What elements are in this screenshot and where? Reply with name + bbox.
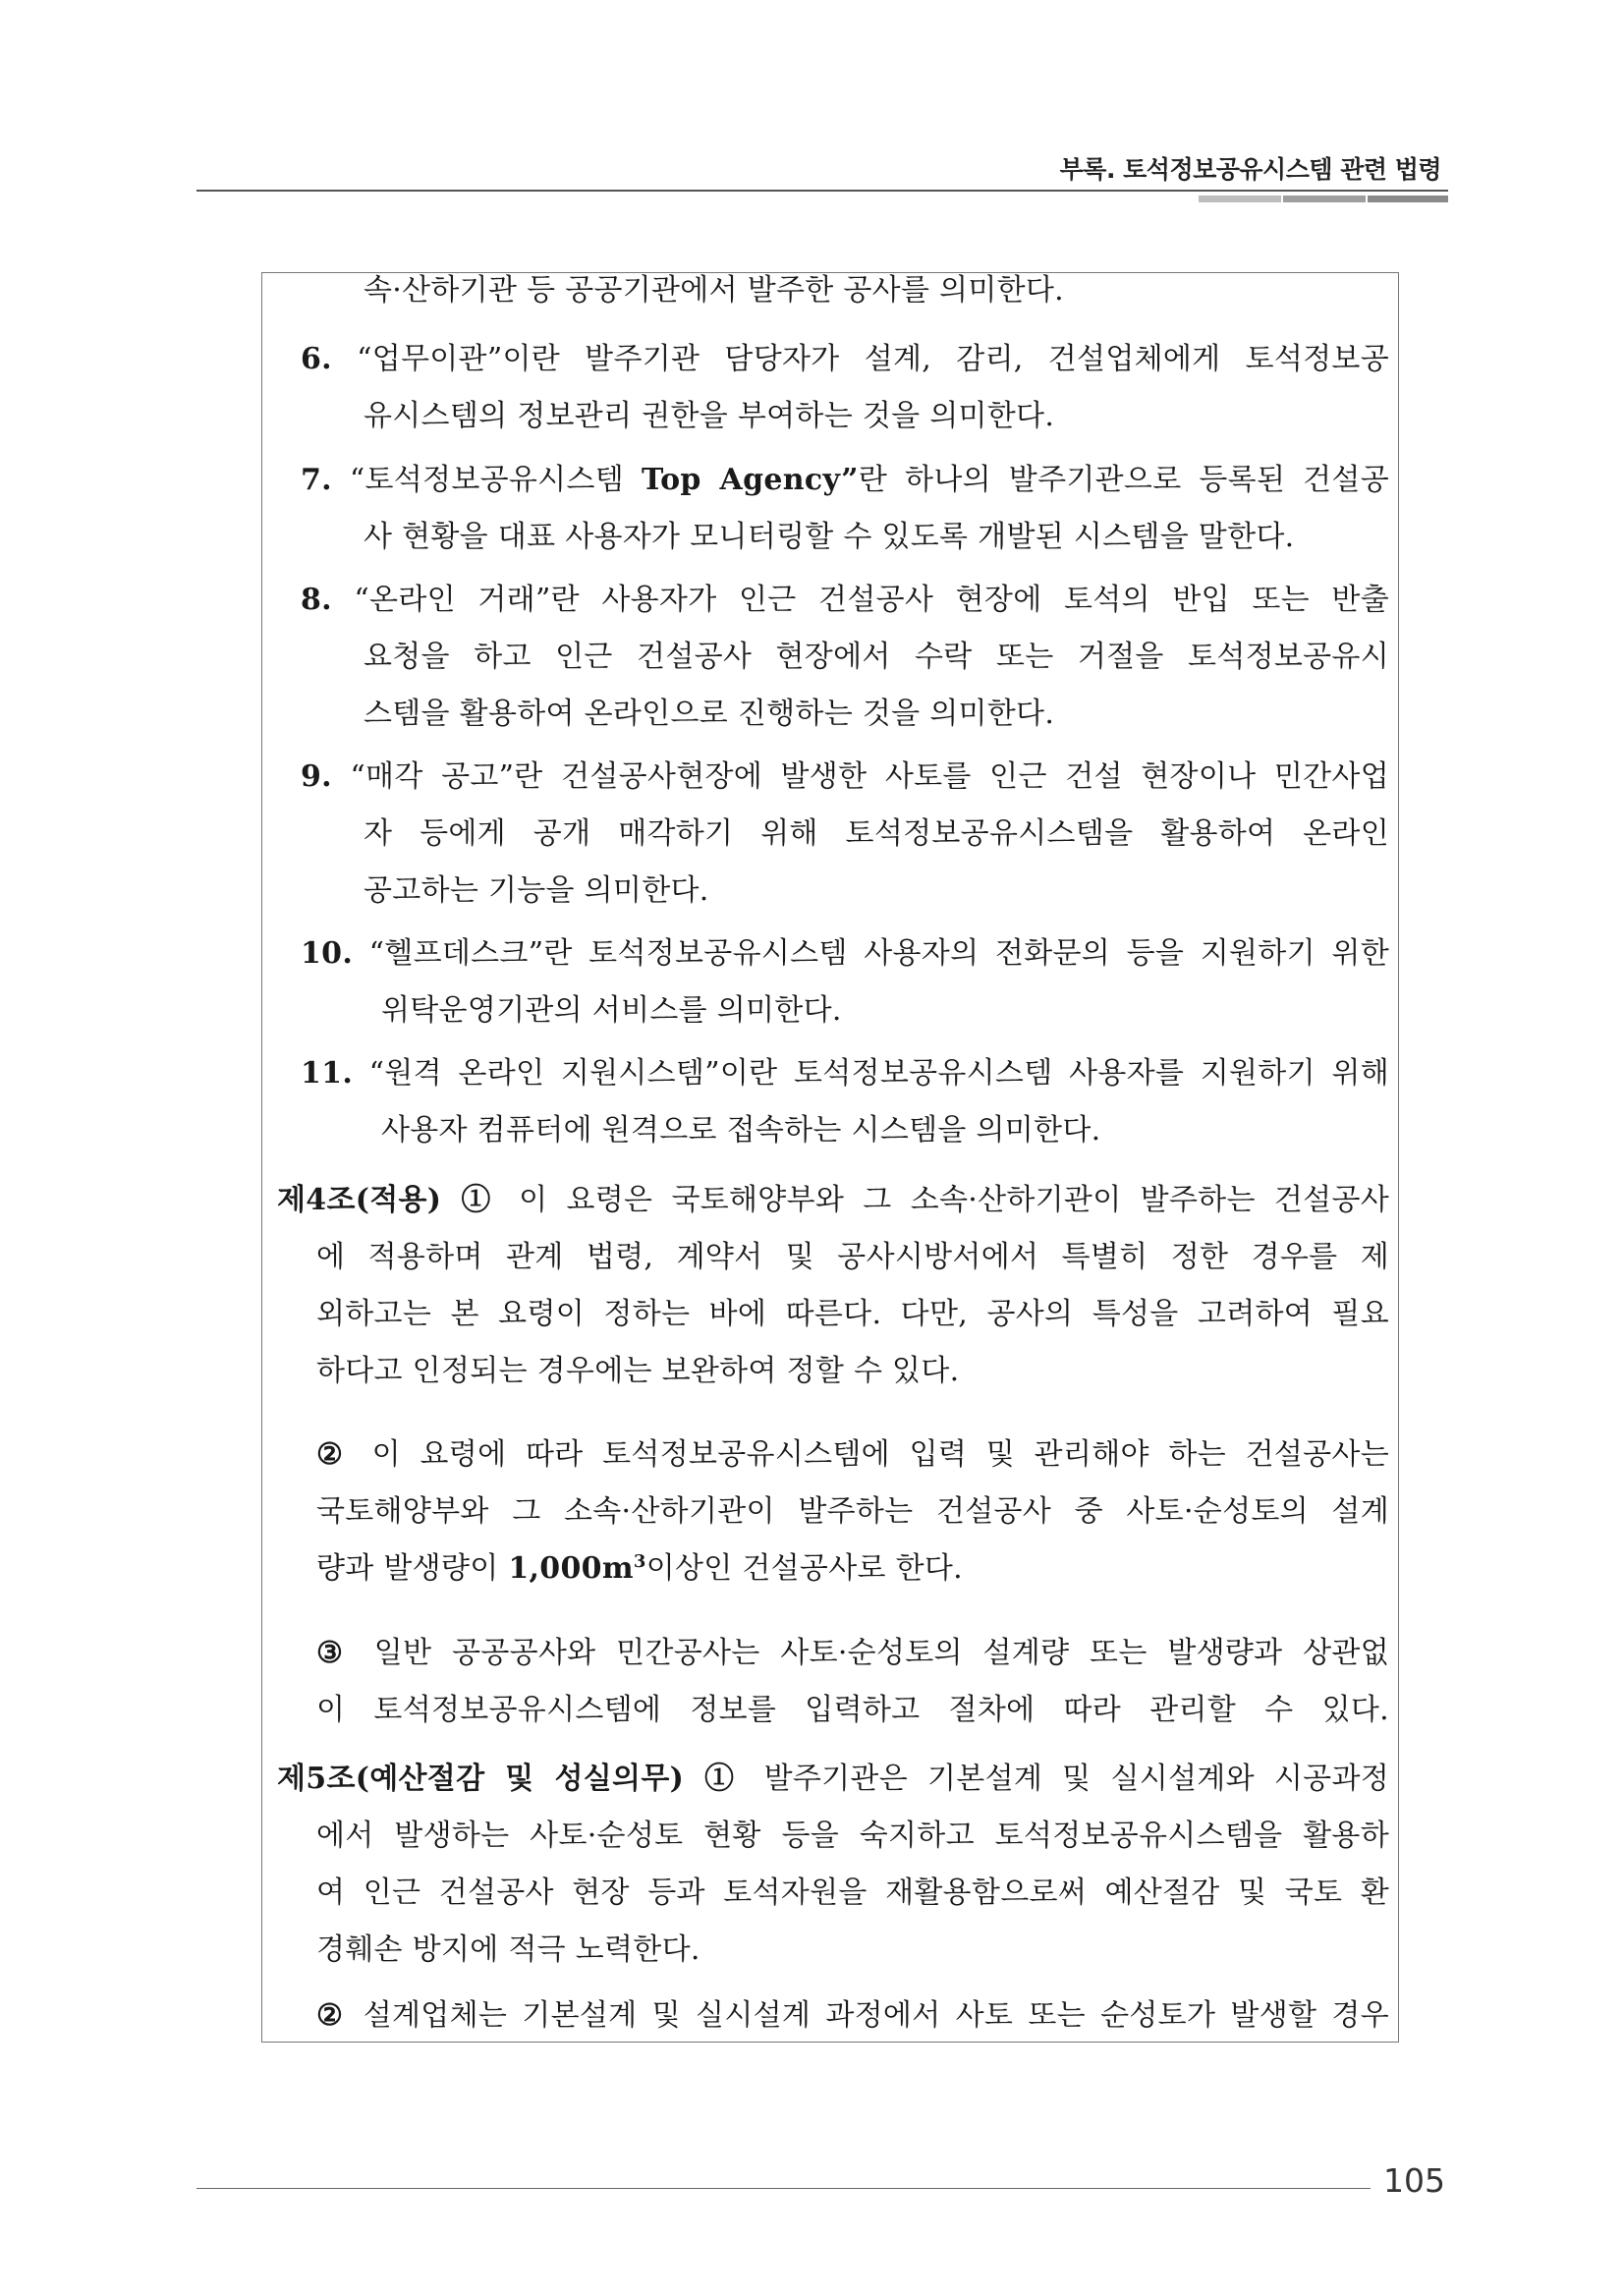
clause-text: 에 적용하며 관계 법령, 계약서 및 공사시방서에서 특별히 정한 경우를 제 <box>316 1240 1389 1274</box>
header-accent-1 <box>1199 196 1281 202</box>
clause-text: 설계업체는 기본설계 및 실시설계 과정에서 사토 또는 순성토가 발생할 경우 <box>363 1998 1389 2033</box>
text-line <box>364 397 1054 436</box>
clause-text: 속·산하기관 등 공공기관에서 발주한 공사를 의미한다. <box>364 273 1065 308</box>
clause-text: 이 요령에 따라 토석정보공유시스템에 입력 및 관리해야 하는 건설공사는 <box>371 1437 1389 1472</box>
text-line <box>277 1181 1389 1220</box>
text-line <box>316 1238 1389 1277</box>
clause-text: 자 등에게 공개 매각하기 위해 토석정보공유시스템을 활용하여 온라인 <box>364 816 1389 851</box>
text-line <box>381 1111 1100 1150</box>
text-line <box>364 518 1294 557</box>
clause-text: 공고하는 기능을 의미한다. <box>364 873 709 908</box>
text-line <box>316 1996 1389 2036</box>
text-line <box>316 1549 963 1589</box>
clause-text: 유시스템의 정보관리 권한을 부여하는 것을 의미한다. <box>364 399 1055 433</box>
clause-number: ② <box>316 1437 353 1472</box>
header-accent-2 <box>1283 196 1366 202</box>
clause-text-cont: 이상인 건설공사로 한다. <box>645 1551 963 1586</box>
superscript: 3 <box>633 1551 646 1572</box>
clause-text: “헬프데스크”란 토석정보공유시스템 사용자의 전화문의 등을 지원하기 위한 <box>368 936 1389 971</box>
text-line <box>364 695 1054 734</box>
clause-text: 량과 발생량이 <box>316 1551 499 1586</box>
text-line <box>316 1492 1389 1532</box>
clause-number: 7. <box>301 463 332 497</box>
clause-number: 8. <box>301 583 332 617</box>
clause-text: 일반 공공공사와 민간공사는 사토·순성토의 설계량 또는 발생량과 상관없 <box>373 1636 1389 1670</box>
text-line <box>301 581 1389 620</box>
clause-number: 10. <box>301 936 354 971</box>
clause-number: 6. <box>301 342 332 376</box>
text-line <box>316 1352 959 1391</box>
clause-number: ③ <box>316 1636 355 1670</box>
clause-text: 요청을 하고 인근 건설공사 현장에서 수락 또는 거절을 토석정보공유시 <box>364 640 1389 674</box>
text-line <box>316 1817 1389 1856</box>
text-line <box>364 638 1389 677</box>
header-accent-3 <box>1368 196 1448 202</box>
emphasis-text: 1,000m <box>508 1551 634 1586</box>
header-rule <box>196 190 1448 192</box>
clause-text: 경훼손 방지에 적극 노력한다. <box>316 1932 700 1967</box>
clause-text: “업무이관”이란 발주기관 담당자가 설계, 감리, 건설업체에게 토석정보공 <box>357 342 1389 376</box>
text-line <box>277 1760 1389 1799</box>
clause-text: 사용자 컴퓨터에 원격으로 접속하는 시스템을 의미한다. <box>381 1113 1101 1148</box>
text-line <box>301 934 1389 974</box>
clause-number: 제5조(예산절감 및 성실의무) ① <box>277 1762 745 1796</box>
text-line <box>316 1874 1389 1913</box>
clause-text: 국토해양부와 그 소속·산하기관이 발주하는 건설공사 중 사토·순성토의 설계 <box>316 1494 1389 1529</box>
clause-text: 이 토석정보공유시스템에 정보를 입력하고 절차에 따라 관리할 수 있다. <box>316 1693 1389 1727</box>
running-header: 부록. 토석정보공유시스템 관련 법령 <box>1059 155 1441 184</box>
clause-text: “매각 공고”란 건설공사현장에 발생한 사토를 인근 건설 현장이나 민간사업 <box>350 759 1389 794</box>
clause-text: “원격 온라인 지원시스템”이란 토석정보공유시스템 사용자를 지원하기 위해 <box>368 1056 1389 1091</box>
clause-text: “토석정보공유시스템 <box>349 463 625 497</box>
text-line <box>381 991 842 1031</box>
text-line <box>364 871 709 911</box>
text-line <box>316 1931 700 1970</box>
text-line <box>301 340 1389 379</box>
clause-text: 외하고는 본 요령이 정하는 바에 따른다. 다만, 공사의 특성을 고려하여 필요 <box>316 1297 1389 1331</box>
footer-rule <box>196 2188 1371 2189</box>
clause-text: 여 인근 건설공사 현장 등과 토석자원을 재활용함으로써 예산절감 및 국토 환 <box>316 1876 1389 1910</box>
text-line <box>301 461 1389 500</box>
clause-text-cont: 란 하나의 발주기관으로 등록된 건설공 <box>858 463 1389 497</box>
text-line <box>364 814 1389 854</box>
text-line <box>364 271 1064 310</box>
clause-text: 이 요령은 국토해양부와 그 소속·산하기관이 발주하는 건설공사 <box>519 1183 1390 1217</box>
text-line <box>316 1435 1389 1475</box>
text-line <box>316 1295 1389 1334</box>
emphasis-text: Top Agency” <box>641 463 859 497</box>
clause-number: 제4조(적용) ① <box>277 1183 500 1217</box>
text-line <box>301 1054 1389 1093</box>
text-line <box>316 1634 1389 1673</box>
clause-text: 위탁운영기관의 서비스를 의미한다. <box>381 993 842 1028</box>
text-line <box>301 757 1389 797</box>
page-number: 105 <box>1383 2161 1445 2200</box>
clause-number: 11. <box>301 1056 354 1091</box>
clause-number: 9. <box>301 759 332 794</box>
clause-text: “온라인 거래”란 사용자가 인근 건설공사 현장에 토석의 반입 또는 반출 <box>354 583 1389 617</box>
clause-text: 에서 발생하는 사토·순성토 현황 등을 숙지하고 토석정보공유시스템을 활용하 <box>316 1819 1389 1853</box>
clause-text: 스템을 활용하여 온라인으로 진행하는 것을 의미한다. <box>364 697 1055 731</box>
clause-text: 발주기관은 기본설계 및 실시설계와 시공과정 <box>763 1762 1389 1796</box>
text-line <box>316 1691 1389 1730</box>
clause-text: 사 현황을 대표 사용자가 모니터링할 수 있도록 개발된 시스템을 말한다. <box>364 520 1295 554</box>
clause-text: 하다고 인정되는 경우에는 보완하여 정할 수 있다. <box>316 1354 960 1388</box>
clause-number: ② <box>316 1998 349 2033</box>
